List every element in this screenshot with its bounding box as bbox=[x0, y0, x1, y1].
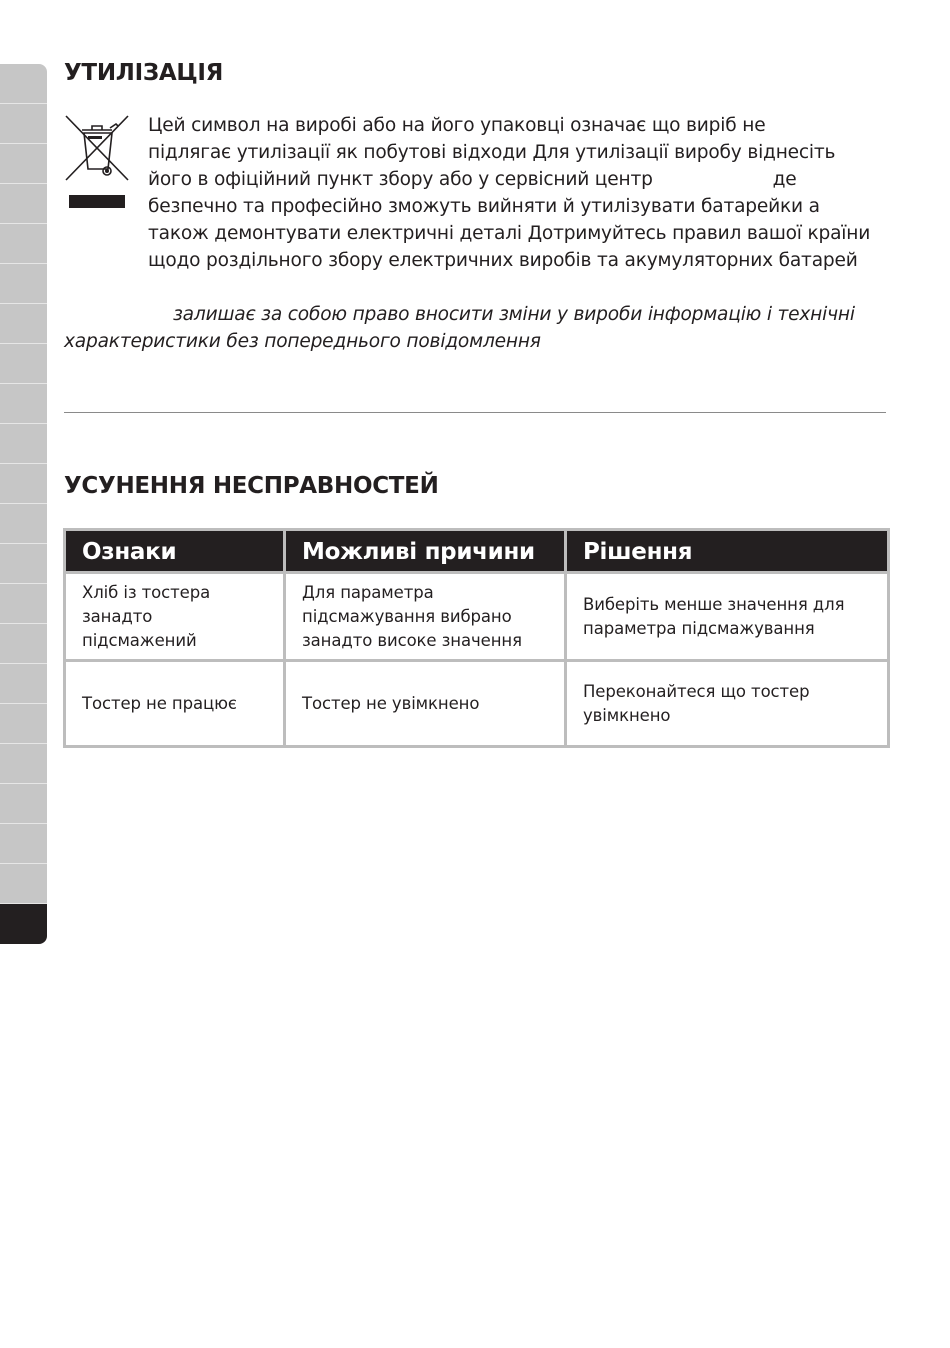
notice-line: залишає за собою право вносити зміни у вироби інформацію і технічні bbox=[173, 304, 855, 325]
disposal-line: його в офіційний пункт збору або у сервісний центр де bbox=[148, 169, 797, 190]
table-row bbox=[65, 573, 889, 661]
cause-cell bbox=[285, 573, 566, 661]
cell-line: підсмажування вибрано bbox=[302, 606, 512, 626]
cell-line: Тостер не увімкнено bbox=[302, 693, 480, 713]
solution-cell bbox=[566, 661, 889, 747]
disposal-line: Цей символ на виробі або на його упаковці означає що виріб не bbox=[148, 115, 766, 136]
change-notice bbox=[64, 301, 894, 355]
disposal-line: підлягає утилізації як побутові відходи Для утилізації виробу віднесіть bbox=[148, 142, 836, 163]
side-tab bbox=[0, 864, 47, 904]
troubleshooting-table bbox=[63, 528, 890, 748]
side-tab bbox=[0, 504, 47, 544]
side-tab bbox=[0, 64, 47, 104]
disposal-line: безпечно та професійно зможуть вийняти й утилізувати батарейки а bbox=[148, 196, 820, 217]
cause-cell bbox=[285, 661, 566, 747]
side-tab bbox=[0, 424, 47, 464]
side-tab bbox=[0, 264, 47, 304]
side-tab-active bbox=[0, 904, 47, 944]
cell-line: Хліб із тостера bbox=[82, 582, 211, 602]
column-header-solutions: Рішення bbox=[566, 530, 889, 573]
cell-line: Тостер не працює bbox=[82, 693, 237, 713]
cell-line: Для параметра bbox=[302, 582, 434, 602]
side-tab bbox=[0, 224, 47, 264]
cell-line: занадто підсмажений bbox=[82, 606, 197, 650]
disposal-line: також демонтувати електричні деталі Дотримуйтесь правил вашої країни bbox=[148, 223, 871, 244]
cell-line: Виберіть менше значення для bbox=[583, 594, 845, 614]
cell-line: параметра підсмажування bbox=[583, 618, 815, 638]
disposal-line: щодо роздільного збору електричних виробів та акумуляторних батарей bbox=[148, 250, 858, 271]
cell-line: Переконайтеся що тостер bbox=[583, 681, 810, 701]
troubleshooting-heading: УСУНЕННЯ НЕСПРАВНОСТЕЙ bbox=[64, 473, 439, 499]
side-tab bbox=[0, 784, 47, 824]
side-tab bbox=[0, 824, 47, 864]
side-tab bbox=[0, 304, 47, 344]
side-tab bbox=[0, 624, 47, 664]
side-tab bbox=[0, 464, 47, 504]
side-tab bbox=[0, 384, 47, 424]
table-header-row bbox=[65, 530, 889, 573]
cell-line: увімкнено bbox=[583, 705, 671, 725]
side-tab bbox=[0, 584, 47, 624]
side-tab-strip bbox=[0, 64, 47, 944]
notice-line: характеристики без попереднього повідомлення bbox=[64, 331, 541, 352]
section-divider bbox=[64, 412, 886, 413]
side-tab bbox=[0, 104, 47, 144]
side-tab bbox=[0, 344, 47, 384]
side-tab bbox=[0, 744, 47, 784]
cell-line: занадто високе значення bbox=[302, 630, 522, 650]
side-tab bbox=[0, 184, 47, 224]
table-row bbox=[65, 661, 889, 747]
disposal-heading: УТИЛІЗАЦІЯ bbox=[64, 60, 224, 86]
symptom-cell bbox=[65, 661, 285, 747]
solution-cell bbox=[566, 573, 889, 661]
side-tab bbox=[0, 704, 47, 744]
side-tab bbox=[0, 144, 47, 184]
side-tab bbox=[0, 544, 47, 584]
symptom-cell bbox=[65, 573, 285, 661]
disposal-paragraph bbox=[148, 112, 888, 274]
column-header-causes: Можливі причини bbox=[285, 530, 566, 573]
column-header-symptoms: Ознаки bbox=[65, 530, 285, 573]
crossed-out-wheelie-bin-icon bbox=[64, 114, 130, 210]
side-tab bbox=[0, 664, 47, 704]
